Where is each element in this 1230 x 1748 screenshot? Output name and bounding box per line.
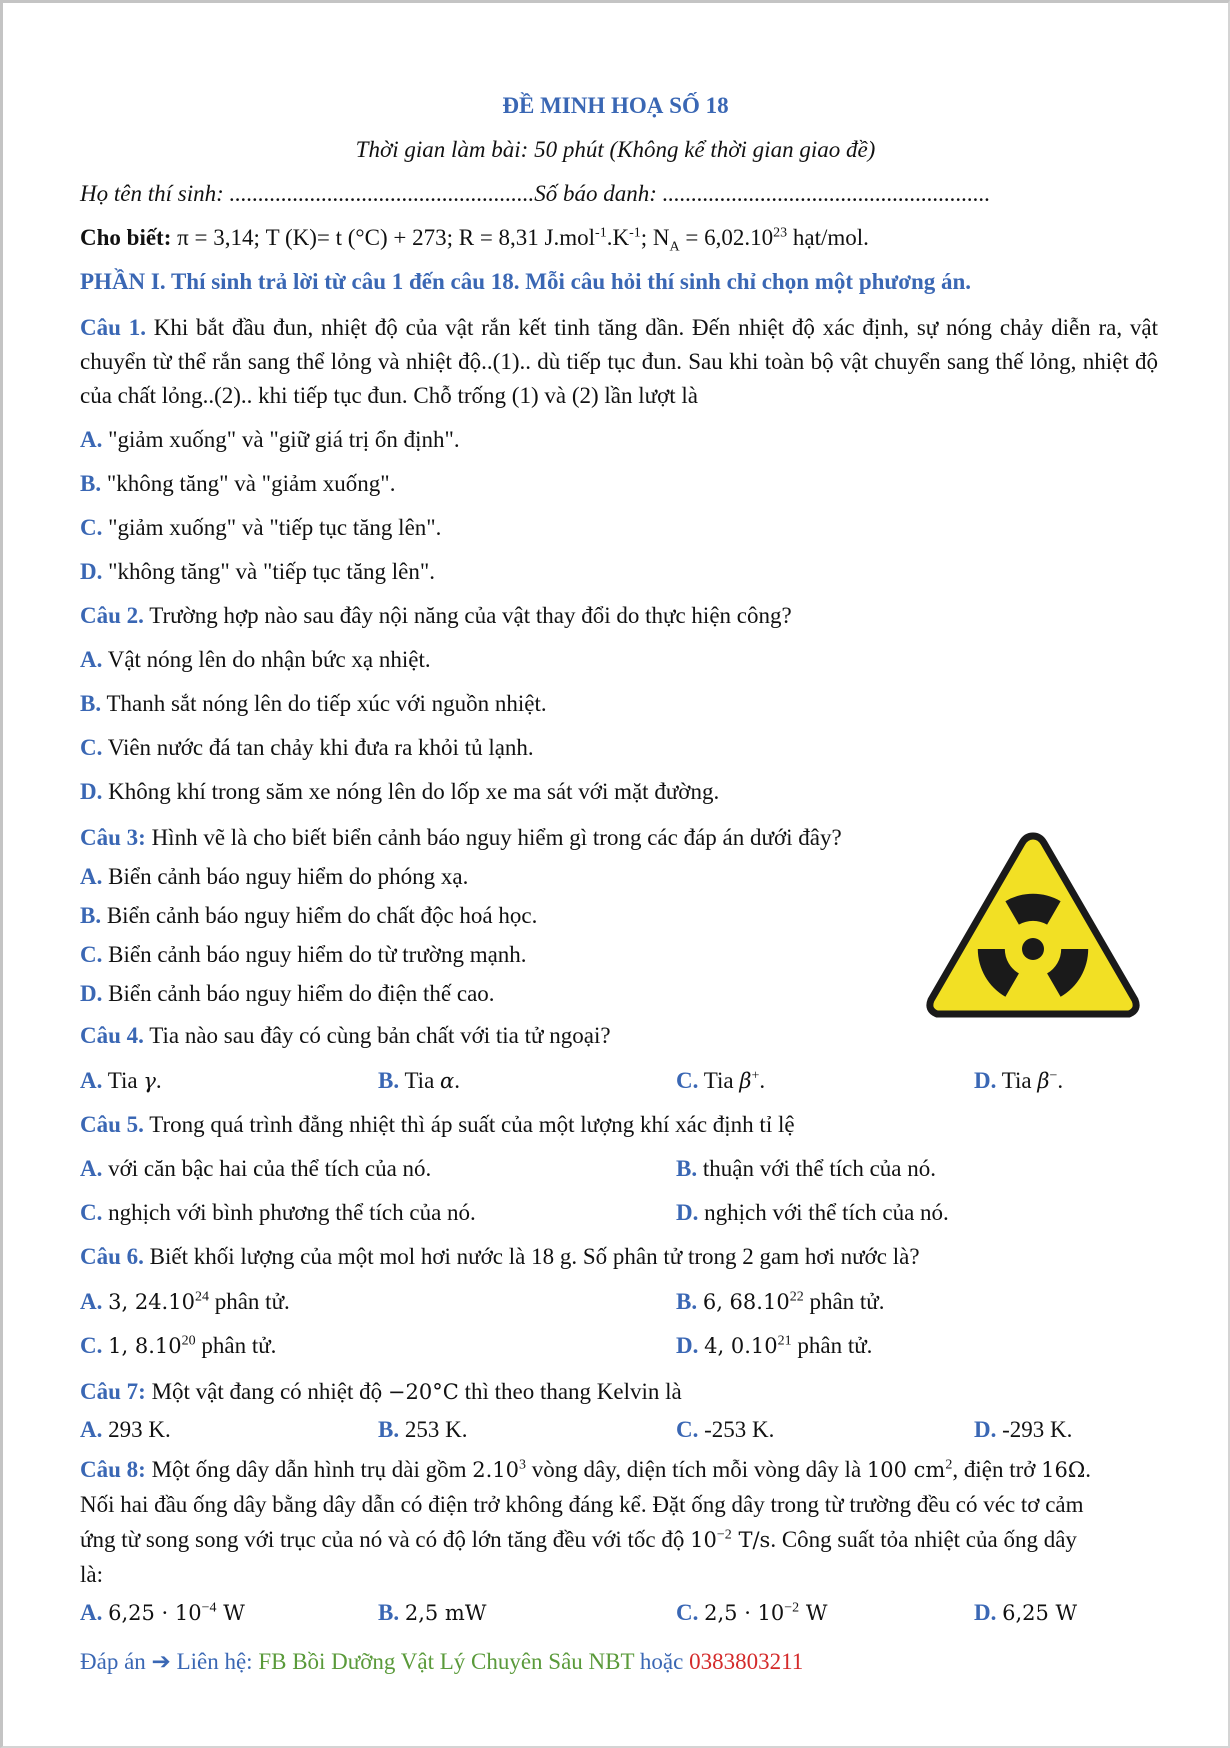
question-text: Trong quá trình đẳng nhiệt thì áp suất của một lượng khí xác định tỉ lệ: [143, 1112, 795, 1137]
option-label: D.: [676, 1333, 699, 1358]
question-2: [80, 599, 1158, 633]
question-math: 100 cm: [866, 1458, 946, 1482]
q4-option-d[interactable]: [974, 1064, 1063, 1098]
option-text: Biển cảnh báo nguy hiểm do chất độc hoá học.: [106, 903, 538, 928]
option-label: C.: [80, 735, 103, 760]
question-4: [80, 1019, 1158, 1053]
question-label: Câu 1.: [80, 315, 146, 340]
option-text: phân tử.: [791, 1333, 873, 1358]
q3-option-b[interactable]: [80, 899, 537, 933]
question-7: [80, 1375, 1158, 1409]
question-6: [80, 1240, 1158, 1274]
option-text: Tia: [404, 1068, 441, 1093]
question-label: Câu 3:: [80, 825, 146, 850]
option-text: Tia: [1001, 1068, 1038, 1093]
radiation-warning-sign-icon: [923, 828, 1143, 1023]
option-text: .: [1057, 1068, 1064, 1093]
footer-or-text: hoặc: [634, 1649, 690, 1674]
option-math: 3, 24.10: [108, 1290, 195, 1314]
option-label: B.: [676, 1156, 698, 1181]
option-text: phân tử.: [803, 1289, 885, 1314]
question-text: , điện trở: [952, 1457, 1042, 1482]
q8-option-b[interactable]: [378, 1596, 486, 1630]
option-label: D.: [80, 559, 103, 584]
option-text: với căn bậc hai của thể tích của nó.: [108, 1156, 432, 1181]
question-text: Một ống dây dẫn hình trụ dài gồm: [145, 1457, 473, 1482]
q1-option-d[interactable]: [80, 555, 435, 589]
option-text: "không tăng" và "giảm xuống".: [106, 471, 396, 496]
question-math: 2.10: [472, 1458, 520, 1482]
option-label: A.: [80, 1156, 103, 1181]
option-text: Thanh sắt nóng lên do tiếp xúc với nguồn nhiệt.: [106, 691, 547, 716]
option-text: nghịch với thể tích của nó.: [704, 1200, 949, 1225]
option-label: D.: [974, 1600, 997, 1625]
q6-option-b[interactable]: [676, 1285, 885, 1319]
question-label: Câu 2.: [80, 603, 144, 628]
option-label: C.: [80, 515, 103, 540]
option-label: B.: [378, 1600, 400, 1625]
q5-option-d[interactable]: [676, 1196, 949, 1230]
question-text: Hình vẽ là cho biết biển cảnh báo nguy hiểm gì trong các đáp án dưới đây?: [145, 825, 842, 850]
given-constants: [80, 221, 1158, 255]
given-text: .K: [606, 225, 630, 250]
option-text: -293 K.: [1002, 1417, 1073, 1442]
given-text: π = 3,14; T (K)= t (°C) + 273; R = 8,31 J.mol: [171, 225, 596, 250]
phone-number[interactable]: 0383803211: [689, 1649, 804, 1674]
question-text: Biết khối lượng của một mol hơi nước là 18 g. Số phân tử trong 2 gam hơi nước là?: [143, 1244, 920, 1269]
footer-answer-text: Đáp án: [80, 1649, 152, 1674]
option-text: 293 K.: [108, 1417, 171, 1442]
option-text: "giảm xuống" và "tiếp tục tăng lên".: [108, 515, 442, 540]
option-math: α: [440, 1069, 455, 1093]
option-label: A.: [80, 864, 103, 889]
option-text: Biển cảnh báo nguy hiểm do phóng xạ.: [108, 864, 469, 889]
option-label: B.: [378, 1417, 400, 1442]
option-label: D.: [974, 1068, 997, 1093]
question-math: −20°C: [387, 1380, 459, 1404]
question-label: Câu 8:: [80, 1457, 146, 1482]
q2-option-a[interactable]: [80, 643, 431, 677]
option-label: B.: [80, 691, 102, 716]
option-label: B.: [80, 471, 102, 496]
q1-option-b[interactable]: [80, 467, 395, 501]
given-sup: -1: [629, 225, 641, 241]
option-label: D.: [676, 1200, 699, 1225]
option-label: B.: [676, 1289, 698, 1314]
question-math: T/s: [731, 1528, 771, 1552]
option-label: A.: [80, 1068, 103, 1093]
part1-heading: PHẦN I. Thí sinh trả lời từ câu 1 đến câu 18. Mỗi câu hỏi thí sinh chỉ chọn một phương án.: [80, 269, 972, 294]
option-text: Tia: [107, 1068, 144, 1093]
q8-option-c[interactable]: [676, 1596, 827, 1630]
option-math: 2,5 · 10: [704, 1601, 785, 1625]
option-math: β: [739, 1069, 752, 1093]
q5-option-b[interactable]: [676, 1152, 936, 1186]
q4-option-a[interactable]: [80, 1064, 162, 1098]
question-text: Trường hợp nào sau đây nội năng của vật thay đổi do thực hiện công?: [143, 603, 792, 628]
question-math: 16Ω: [1041, 1458, 1086, 1482]
q1-option-c[interactable]: [80, 511, 441, 545]
option-math: W: [216, 1601, 245, 1625]
option-label: A.: [80, 427, 103, 452]
q4-option-c[interactable]: [676, 1064, 765, 1098]
q3-option-c[interactable]: [80, 938, 527, 972]
given-sup: -1: [595, 225, 607, 241]
question-sup: 2: [945, 1457, 953, 1473]
option-math: 6,25 W: [1002, 1601, 1078, 1625]
option-label: D.: [80, 779, 103, 804]
option-sup: 24: [194, 1289, 209, 1305]
exam-title: ĐỀ MINH HOẠ SỐ 18: [502, 93, 729, 118]
footer-contact-text: Liên hệ:: [170, 1649, 259, 1674]
option-math: γ: [143, 1069, 156, 1093]
question-8-line-3: [80, 1523, 1158, 1557]
option-sup: 21: [777, 1333, 792, 1349]
option-label: C.: [80, 1200, 103, 1225]
arrow-right-icon: ➔: [151, 1649, 171, 1674]
option-text: nghịch với bình phương thể tích của nó.: [108, 1200, 476, 1225]
option-math: 1, 8.10: [108, 1334, 182, 1358]
q4-option-b[interactable]: [378, 1064, 460, 1098]
question-label: Câu 4.: [80, 1023, 144, 1048]
q3-option-a[interactable]: [80, 860, 468, 894]
option-text: "không tăng" và "tiếp tục tăng lên".: [108, 559, 436, 584]
q8-option-d[interactable]: [974, 1596, 1077, 1630]
q2-option-d[interactable]: [80, 775, 719, 809]
q2-option-b[interactable]: [80, 687, 547, 721]
question-1: [80, 311, 1158, 413]
q6-option-a[interactable]: [80, 1285, 290, 1319]
option-text: phân tử.: [208, 1289, 290, 1314]
question-text: vòng dây, diện tích mỗi vòng dây là: [526, 1457, 867, 1482]
option-text: Tia: [703, 1068, 740, 1093]
question-sup: −2: [716, 1527, 732, 1543]
option-text: phân tử.: [195, 1333, 277, 1358]
option-math: β: [1037, 1069, 1050, 1093]
option-label: C.: [676, 1417, 699, 1442]
candidate-name-line: Họ tên thí sinh: .....................................................Số báo danh: .........................................................: [80, 181, 991, 206]
given-text: = 6,02.10: [679, 225, 774, 250]
question-5: [80, 1108, 1158, 1142]
option-text: -253 K.: [704, 1417, 775, 1442]
option-text: .: [759, 1068, 766, 1093]
option-text: Viên nước đá tan chảy khi đưa ra khỏi tủ lạnh.: [107, 735, 534, 760]
option-label: D.: [80, 981, 103, 1006]
option-label: A.: [80, 647, 103, 672]
option-sup: +: [751, 1068, 760, 1084]
question-label: Câu 7:: [80, 1379, 146, 1404]
q3-option-d[interactable]: [80, 977, 495, 1011]
option-sup: −4: [201, 1600, 217, 1616]
question-text: Một vật đang có nhiệt độ: [145, 1379, 388, 1404]
given-sub: A: [669, 239, 680, 255]
option-sup: −: [1049, 1068, 1058, 1084]
question-math: 10: [690, 1528, 717, 1552]
question-8-line-4: là:: [80, 1562, 103, 1587]
exam-time: Thời gian làm bài: 50 phút (Không kể thời gian giao đề): [355, 137, 876, 162]
option-label: C.: [80, 942, 103, 967]
q7-option-b[interactable]: [378, 1413, 467, 1447]
option-sup: 20: [181, 1333, 196, 1349]
option-text: Biển cảnh báo nguy hiểm do từ trường mạnh.: [108, 942, 527, 967]
question-sup: 3: [519, 1457, 527, 1473]
option-label: A.: [80, 1417, 103, 1442]
option-sup: 22: [789, 1289, 804, 1305]
option-text: Không khí trong săm xe nóng lên do lốp xe ma sát với mặt đường.: [108, 779, 720, 804]
option-label: B.: [378, 1068, 400, 1093]
q7-option-c[interactable]: [676, 1413, 774, 1447]
option-math: W: [799, 1601, 828, 1625]
q5-option-c[interactable]: [80, 1196, 476, 1230]
question-text: .: [1085, 1457, 1092, 1482]
question-text: Khi bắt đầu đun, nhiệt độ của vật rắn kết tinh tăng dần. Đến nhiệt độ xác định, sự nóng chảy diễn ra, vật chuyển từ thể rắn sang thể lỏng và nhiệt độ..(1).. dù tiếp tục đun. Sau khi toàn bộ vật chuyển sang thế lỏng, nhiệt độ của chất lỏng..(2).. khi tiếp tục đun. Chỗ trống (1) và (2) lần lượt là: [80, 315, 1158, 408]
given-label: Cho biết:: [80, 225, 172, 250]
question-8: [80, 1453, 1158, 1487]
option-math: 2,5 mW: [404, 1601, 487, 1625]
option-label: B.: [80, 903, 102, 928]
option-sup: −2: [784, 1600, 800, 1616]
q7-option-d[interactable]: [974, 1413, 1072, 1447]
option-text: 253 K.: [404, 1417, 468, 1442]
q5-option-a[interactable]: [80, 1152, 431, 1186]
option-label: C.: [676, 1600, 699, 1625]
given-text: hạt/mol.: [787, 225, 869, 250]
given-text: ; N: [640, 225, 670, 250]
option-text: Vật nóng lên do nhận bức xạ nhiệt.: [107, 647, 431, 672]
q6-option-d[interactable]: [676, 1329, 872, 1363]
option-text: .: [155, 1068, 162, 1093]
question-text: ứng từ song song với trục của nó và có độ lớn tăng đều với tốc độ: [80, 1527, 691, 1552]
question-label: Câu 6.: [80, 1244, 144, 1269]
option-label: A.: [80, 1289, 103, 1314]
question-text: . Công suất tỏa nhiệt của ống dây: [770, 1527, 1077, 1552]
option-text: "giảm xuống" và "giữ giá trị ổn định".: [108, 427, 460, 452]
q2-option-c[interactable]: [80, 731, 534, 765]
q1-option-a[interactable]: [80, 423, 460, 457]
option-math: 4, 0.10: [704, 1334, 778, 1358]
answer-contact-footer: [80, 1645, 1158, 1679]
q7-option-a[interactable]: [80, 1413, 171, 1447]
q6-option-c[interactable]: [80, 1329, 276, 1363]
option-label: A.: [80, 1600, 103, 1625]
given-sup: 23: [773, 225, 788, 241]
option-math: 6, 68.10: [702, 1290, 790, 1314]
option-text: thuận với thể tích của nó.: [702, 1156, 936, 1181]
question-8-line-2: Nối hai đầu ống dây bằng dây dẫn có điện trở không đáng kể. Đặt ống dây trong từ trường đều có véc tơ cảm: [80, 1492, 1084, 1517]
option-label: C.: [80, 1333, 103, 1358]
q8-option-a[interactable]: [80, 1596, 245, 1630]
option-label: D.: [974, 1417, 997, 1442]
question-text: Tia nào sau đây có cùng bản chất với tia tử ngoại?: [143, 1023, 611, 1048]
question-text: thì theo thang Kelvin là: [458, 1379, 682, 1404]
option-text: Biển cảnh báo nguy hiểm do điện thế cao.: [108, 981, 495, 1006]
option-text: .: [454, 1068, 460, 1093]
option-math: 6,25 · 10: [108, 1601, 202, 1625]
facebook-page-link[interactable]: FB Bồi Dưỡng Vật Lý Chuyên Sâu NBT: [258, 1649, 635, 1674]
question-label: Câu 5.: [80, 1112, 144, 1137]
option-label: C.: [676, 1068, 699, 1093]
